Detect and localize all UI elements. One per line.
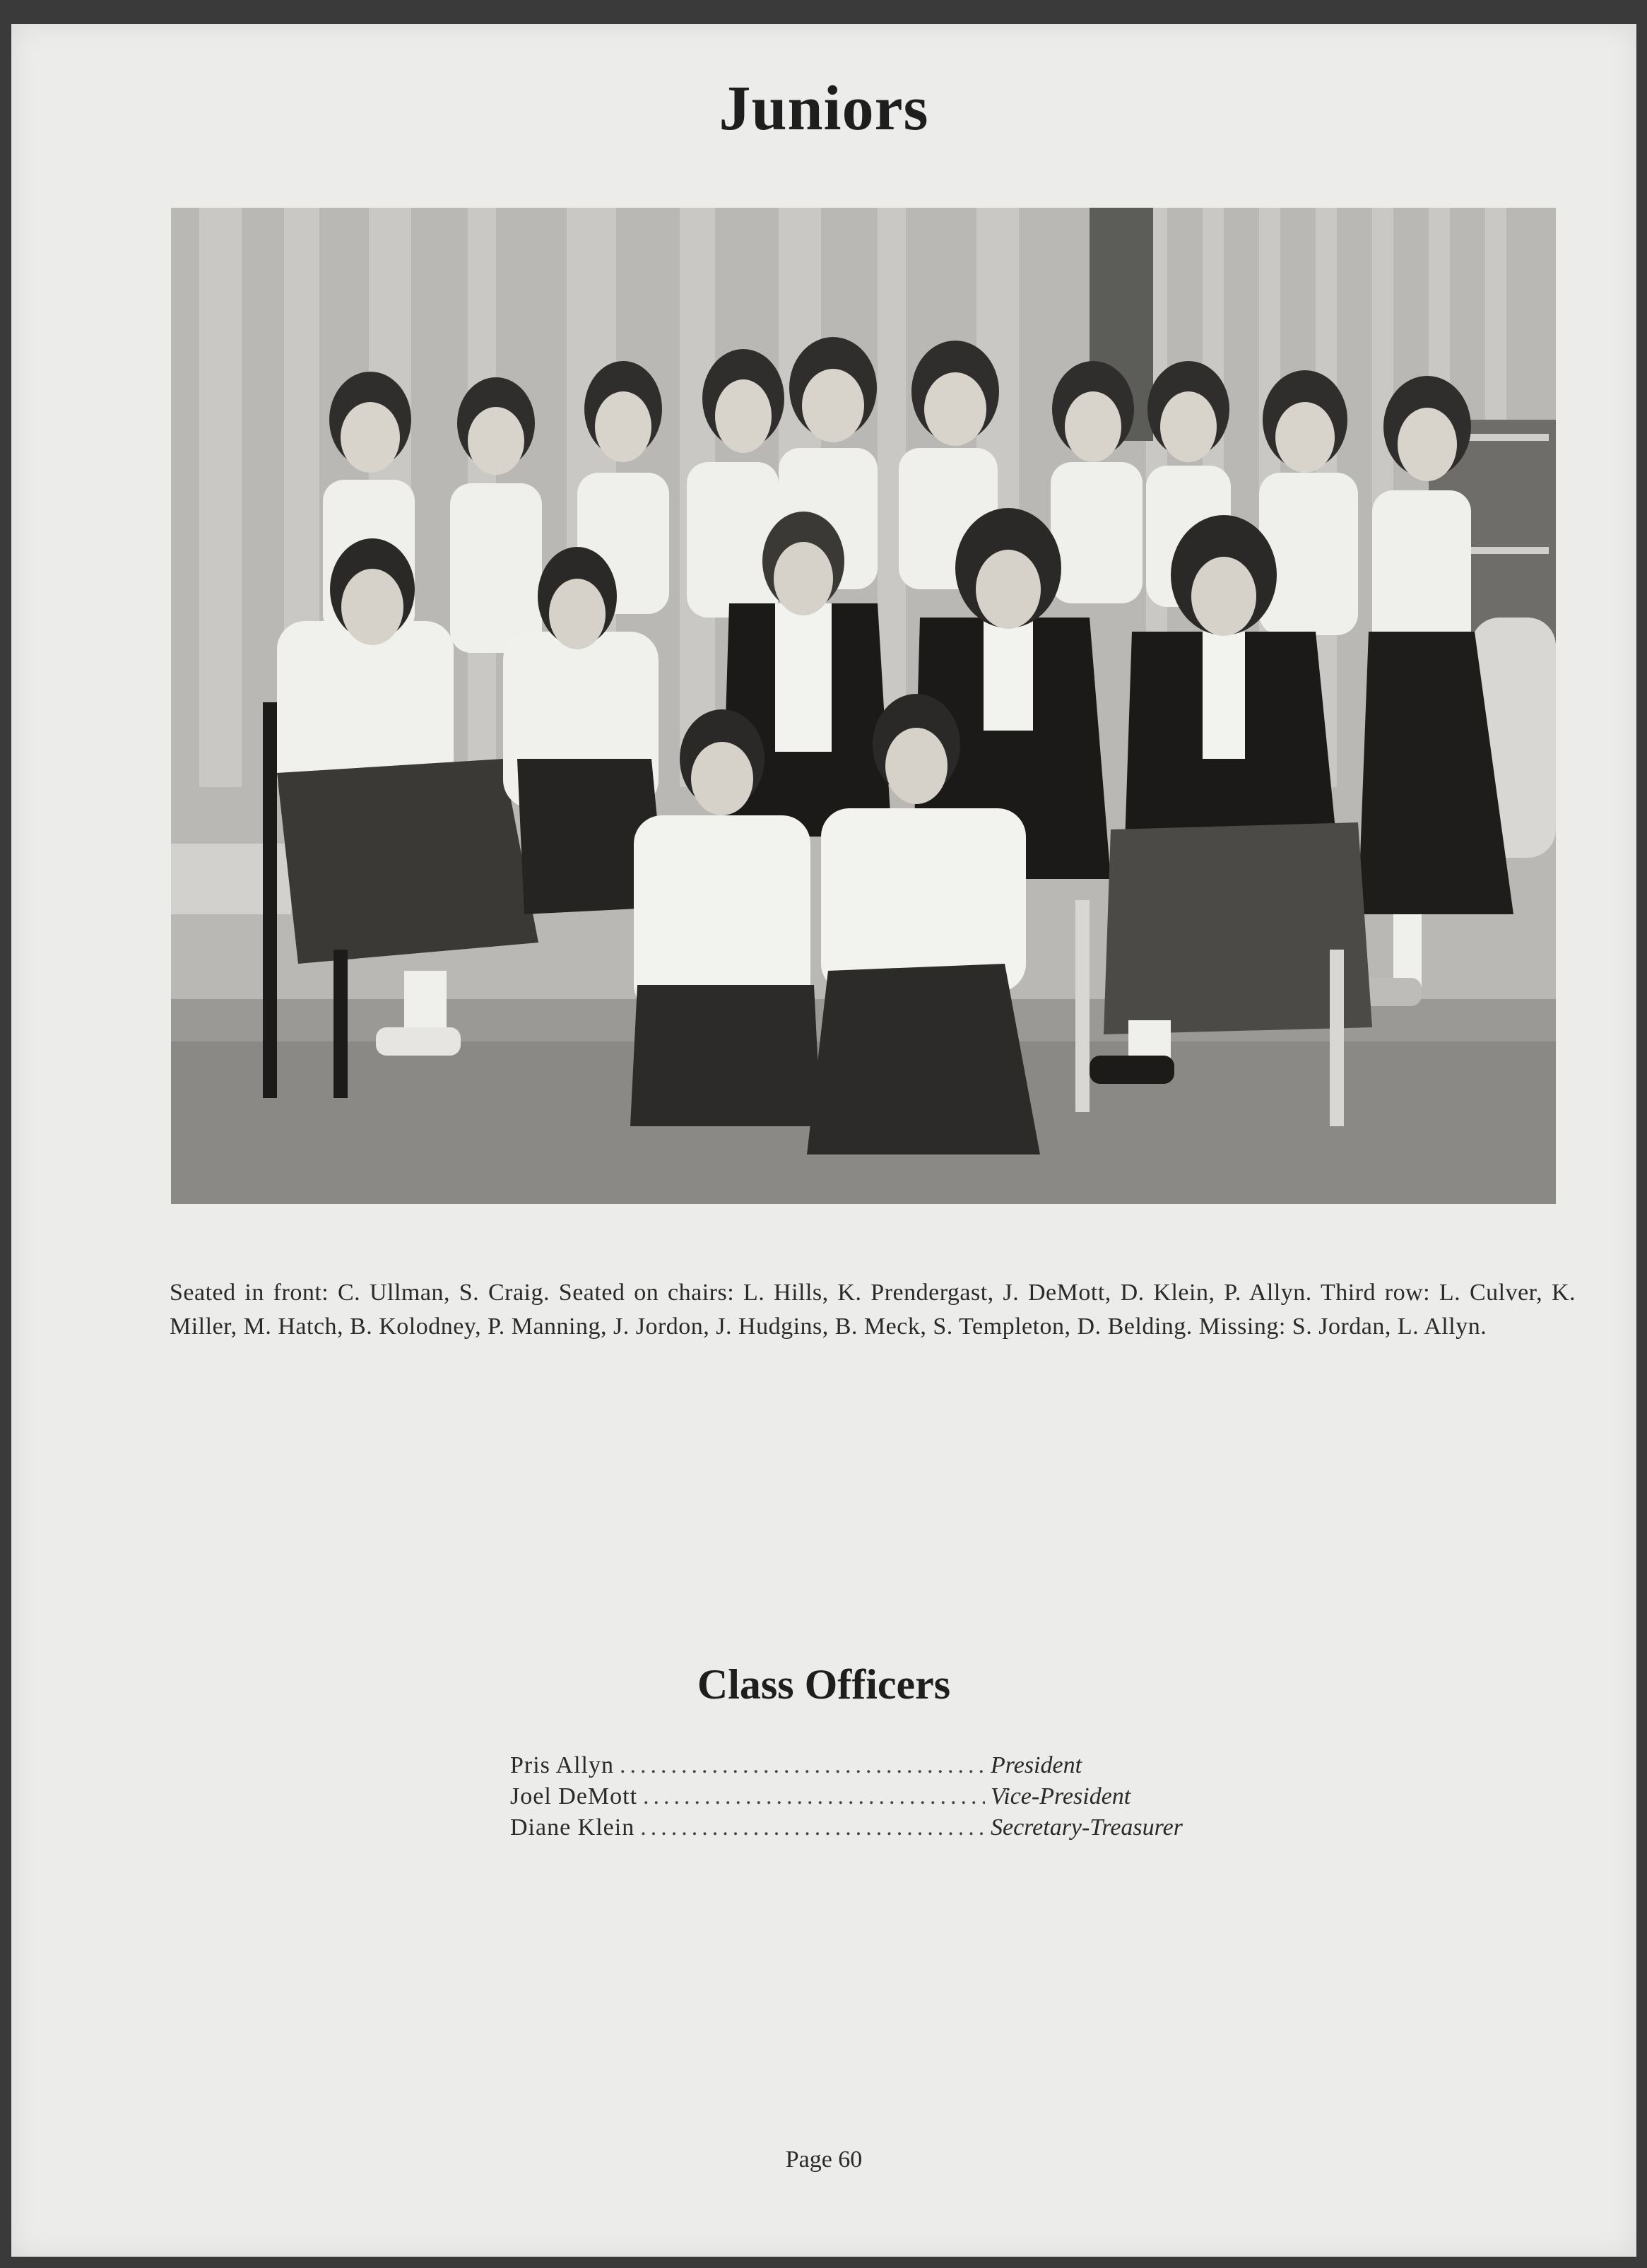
- officer-row: [510, 1752, 1245, 1783]
- officers-list: [510, 1752, 1245, 1845]
- dot-leader: [640, 1814, 985, 1841]
- officer-row: [510, 1814, 1245, 1845]
- photo-caption: Seated in front: C. Ullman, S. Craig. Seated on chairs: L. Hills, K. Prendergast, J. DeMott, D. Klein, P. Allyn. Third row: L. Culver, K. Miller, M. Hatch, B. Kolodney, P. Manning, J. Jordon, J. Hudgins, B. Meck, S. Templeton, D. Belding. Missing: S. Jordan, L. Allyn.: [170, 1280, 1576, 1340]
- class-photo-illustration: [171, 208, 1556, 1204]
- officer-name: Joel DeMott: [510, 1783, 638, 1809]
- yearbook-page: [11, 24, 1636, 2257]
- officer-name: Diane Klein: [510, 1814, 635, 1841]
- page-number: Page 60: [785, 2146, 863, 2173]
- page-title: Juniors: [719, 73, 929, 143]
- officer-row: [510, 1783, 1245, 1814]
- officer-role: Secretary-Treasurer: [991, 1814, 1183, 1841]
- dot-leader: [620, 1752, 985, 1779]
- officers-heading: Class Officers: [697, 1661, 951, 1708]
- officer-name: Pris Allyn: [510, 1752, 614, 1778]
- dot-leader: [643, 1783, 985, 1810]
- officer-role: President: [991, 1752, 1082, 1778]
- class-photo: [171, 208, 1556, 1204]
- officer-role: Vice-President: [991, 1783, 1131, 1809]
